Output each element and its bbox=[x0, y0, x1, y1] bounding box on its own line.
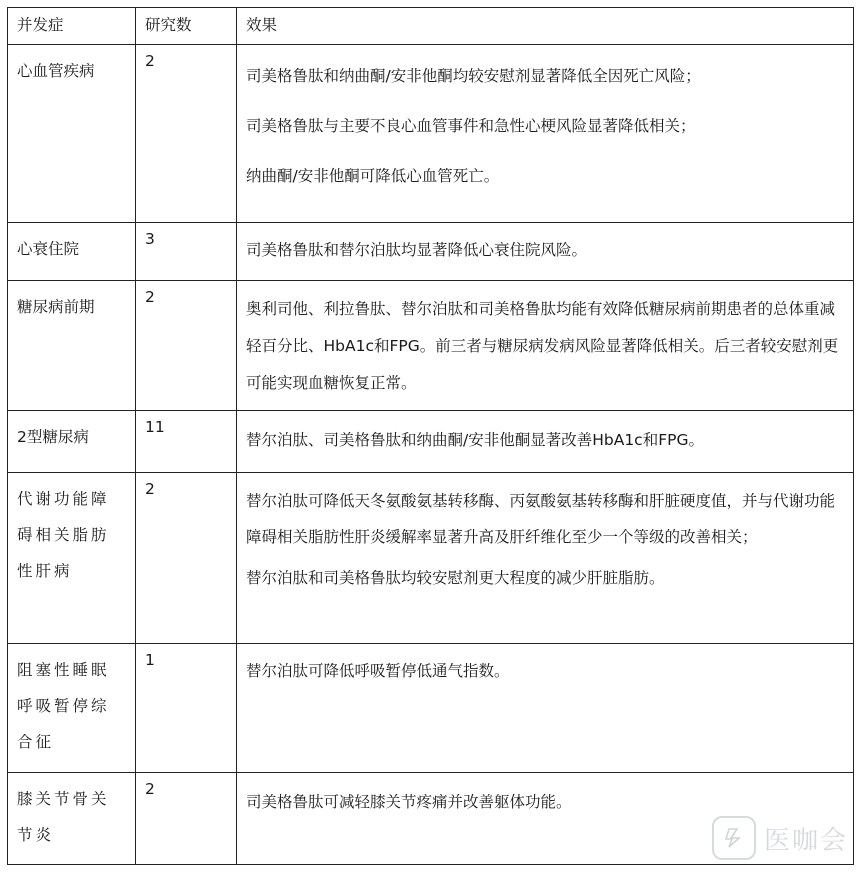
table-row bbox=[8, 223, 854, 281]
complications-table bbox=[7, 7, 854, 865]
complication-cell: 心衰住院 bbox=[8, 223, 136, 281]
effect-text: 替尔泊肽可降低天冬氨酸氨基转移酶、丙氨酸氨基转移酶和肝脏硬度值，并与代谢功能障碍相关脂肪性肝炎缓解率显著升高及肝纤维化至少一个等级的改善相关； bbox=[246, 492, 836, 546]
effect-text: 替尔泊肽可降低呼吸暂停低通气指数。 bbox=[246, 662, 510, 680]
effect-text: 司美格鲁肽和替尔泊肽均显著降低心衰住院风险。 bbox=[246, 241, 588, 259]
studies-cell: 2 bbox=[136, 773, 237, 865]
header-complication: 并发症 bbox=[8, 8, 136, 45]
effect-cell bbox=[237, 223, 854, 281]
header-studies: 研究数 bbox=[136, 8, 237, 45]
effect-cell bbox=[237, 473, 854, 644]
effect-cell bbox=[237, 281, 854, 411]
effect-text: 司美格鲁肽和纳曲酮/安非他酮均较安慰剂显著降低全因死亡风险； bbox=[246, 67, 701, 85]
watermark bbox=[712, 816, 848, 860]
complication-cell: 心血管疾病 bbox=[8, 45, 136, 223]
complication-cell: 阻塞性睡眠呼吸暂停综合征 bbox=[8, 644, 136, 773]
effect-cell bbox=[237, 45, 854, 223]
effect-text: 替尔泊肽、司美格鲁肽和纳曲酮/安非他酮显著改善HbA1c和FPG。 bbox=[246, 431, 704, 449]
table-row bbox=[8, 281, 854, 411]
effect-text: 纳曲酮/安非他酮可降低心血管死亡。 bbox=[246, 167, 500, 185]
effect-cell bbox=[237, 644, 854, 773]
effect-text: 替尔泊肽和司美格鲁肽均较安慰剂更大程度的减少肝脏脂肪。 bbox=[246, 569, 665, 587]
effect-cell bbox=[237, 411, 854, 473]
studies-cell: 3 bbox=[136, 223, 237, 281]
effect-text: 司美格鲁肽可减轻膝关节疼痛并改善躯体功能。 bbox=[246, 793, 572, 811]
studies-cell: 1 bbox=[136, 644, 237, 773]
effect-text: 奥利司他、利拉鲁肽、替尔泊肽和司美格鲁肽均能有效降低糖尿病前期患者的总体重减轻百分比、HbA1c和FPG。前三者与糖尿病发病风险显著降低相关。后三者较安慰剂更可能实现血糖恢复正常。 bbox=[246, 300, 839, 392]
header-effects: 效果 bbox=[237, 8, 854, 45]
header-row bbox=[8, 8, 854, 45]
table-row bbox=[8, 644, 854, 773]
studies-cell: 2 bbox=[136, 473, 237, 644]
table-row bbox=[8, 473, 854, 644]
medical-logo-icon bbox=[712, 816, 756, 860]
effect-text: 司美格鲁肽与主要不良心血管事件和急性心梗风险显著降低相关； bbox=[246, 117, 696, 135]
watermark-text: 医咖会 bbox=[763, 825, 848, 856]
complication-cell: 膝关节骨关节炎 bbox=[8, 773, 136, 865]
studies-cell: 2 bbox=[136, 45, 237, 223]
complication-cell: 糖尿病前期 bbox=[8, 281, 136, 411]
complication-cell: 2型糖尿病 bbox=[8, 411, 136, 473]
studies-cell: 11 bbox=[136, 411, 237, 473]
table-row bbox=[8, 45, 854, 223]
studies-cell: 2 bbox=[136, 281, 237, 411]
complication-cell: 代谢功能障碍相关脂肪性肝病 bbox=[8, 473, 136, 644]
table-row bbox=[8, 411, 854, 473]
